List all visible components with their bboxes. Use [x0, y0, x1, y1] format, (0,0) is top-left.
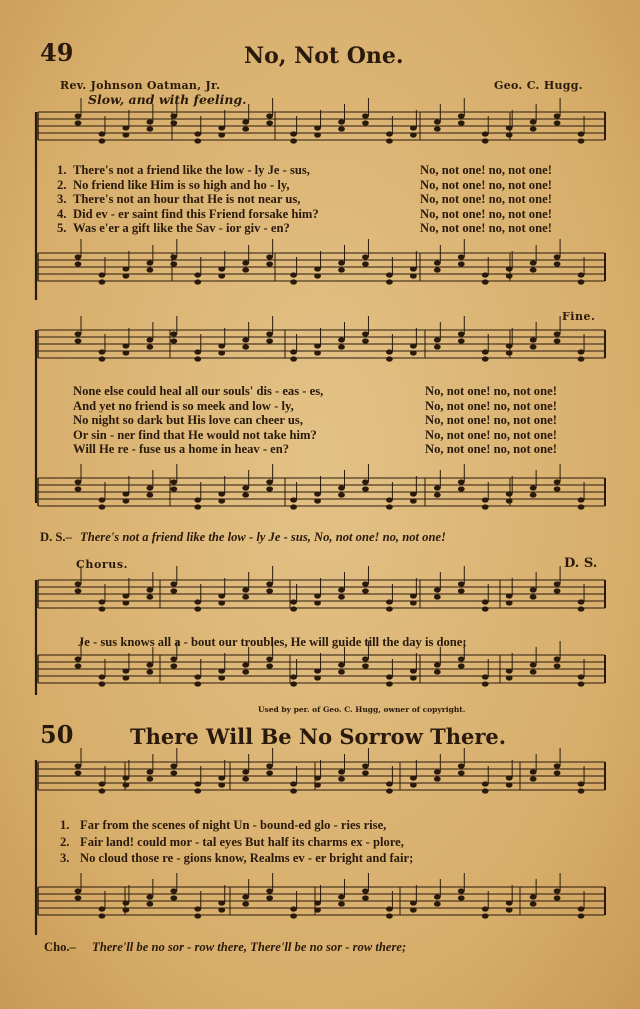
verse-line: Was e'er a gift like the Sav - ior giv - en?: [73, 221, 290, 236]
verse-line: No cloud those re - gions know, Realms ev - er bright and fair;: [80, 851, 414, 865]
hymn-number: 49: [40, 38, 74, 67]
verse-refrain: No, not one! no, not one!: [425, 384, 557, 398]
verse-line: No night so dark but His love can cheer us,: [73, 413, 303, 428]
verse-line: None else could heal all our souls' dis - eas - es,: [73, 384, 324, 398]
verse-refrain: No, not one! no, not one!: [420, 192, 552, 207]
verse-line: Fair land! could mor - tal eyes But half its charms ex - plore,: [80, 834, 404, 849]
hymn-title-50: There Will Be No Sorrow There.: [130, 724, 507, 749]
verse-line: No friend like Him is so high and ho - ly,: [73, 177, 290, 192]
verse-number: 2.: [60, 834, 70, 849]
hymn-title: No, Not One.: [244, 43, 404, 69]
fine-marking: Fine.: [562, 310, 596, 323]
verse-refrain: No, not one! no, not one!: [420, 221, 552, 236]
verse-line: Will He re - fuse us a home in heav - en?: [73, 442, 290, 457]
verse-line: There's not an hour that He is not near us,: [73, 192, 301, 207]
lyricist-credit: Rev. Johnson Oatman, Jr.: [60, 79, 221, 92]
tempo-marking: Slow, and with feeling.: [88, 92, 247, 107]
verse-refrain: No, not one! no, not one!: [425, 442, 557, 457]
verse-refrain: No, not one! no, not one!: [425, 413, 557, 428]
ds-label: D. S.–: [40, 530, 72, 544]
cho-lyric-line: There'll be no sor - row there, There'll be no sor - row there;: [92, 940, 407, 954]
verse-refrain: No, not one! no, not one!: [425, 427, 557, 442]
verse-number: 3.: [57, 192, 67, 207]
chorus-ds-marking: D. S.: [564, 556, 598, 571]
verse-refrain: No, not one! no, not one!: [420, 163, 552, 177]
verse-line: Did ev - er saint find this Friend forsake him?: [73, 206, 319, 221]
verse-number: 4.: [57, 206, 67, 221]
verse-line: Far from the scenes of night Un - bound-ed glo - ries rise,: [80, 818, 387, 832]
verse-number: 3.: [60, 851, 70, 865]
verse-number: 2.: [57, 177, 67, 192]
verse-refrain: No, not one! no, not one!: [420, 177, 552, 192]
verse-line: And yet no friend is so meek and low - ly,: [73, 398, 294, 413]
verse-number: 5.: [57, 221, 67, 236]
chorus-label: Chorus.: [76, 558, 129, 571]
verse-number: 1.: [60, 818, 70, 832]
verse-refrain: No, not one! no, not one!: [425, 398, 557, 413]
copyright-permission: Used by per. of Geo. C. Hugg, owner of copyright.: [258, 705, 466, 714]
verse-number: 1.: [57, 163, 67, 177]
composer-credit: Geo. C. Hugg.: [494, 79, 583, 92]
ds-lyric-line: There's not a friend like the low - ly Je - sus, No, not one! no, not one!: [80, 530, 446, 544]
verse-refrain: No, not one! no, not one!: [420, 206, 552, 221]
hymn-number-50: 50: [40, 720, 74, 749]
verse-line: Or sin - ner find that He would not take him?: [73, 427, 317, 442]
cho-label: Cho.–: [44, 940, 76, 954]
chorus-lyric-line: Je - sus knows all a - bout our troubles, He will guide till the day is done;: [78, 635, 467, 649]
verse-line: There's not a friend like the low - ly Je - sus,: [73, 163, 310, 177]
